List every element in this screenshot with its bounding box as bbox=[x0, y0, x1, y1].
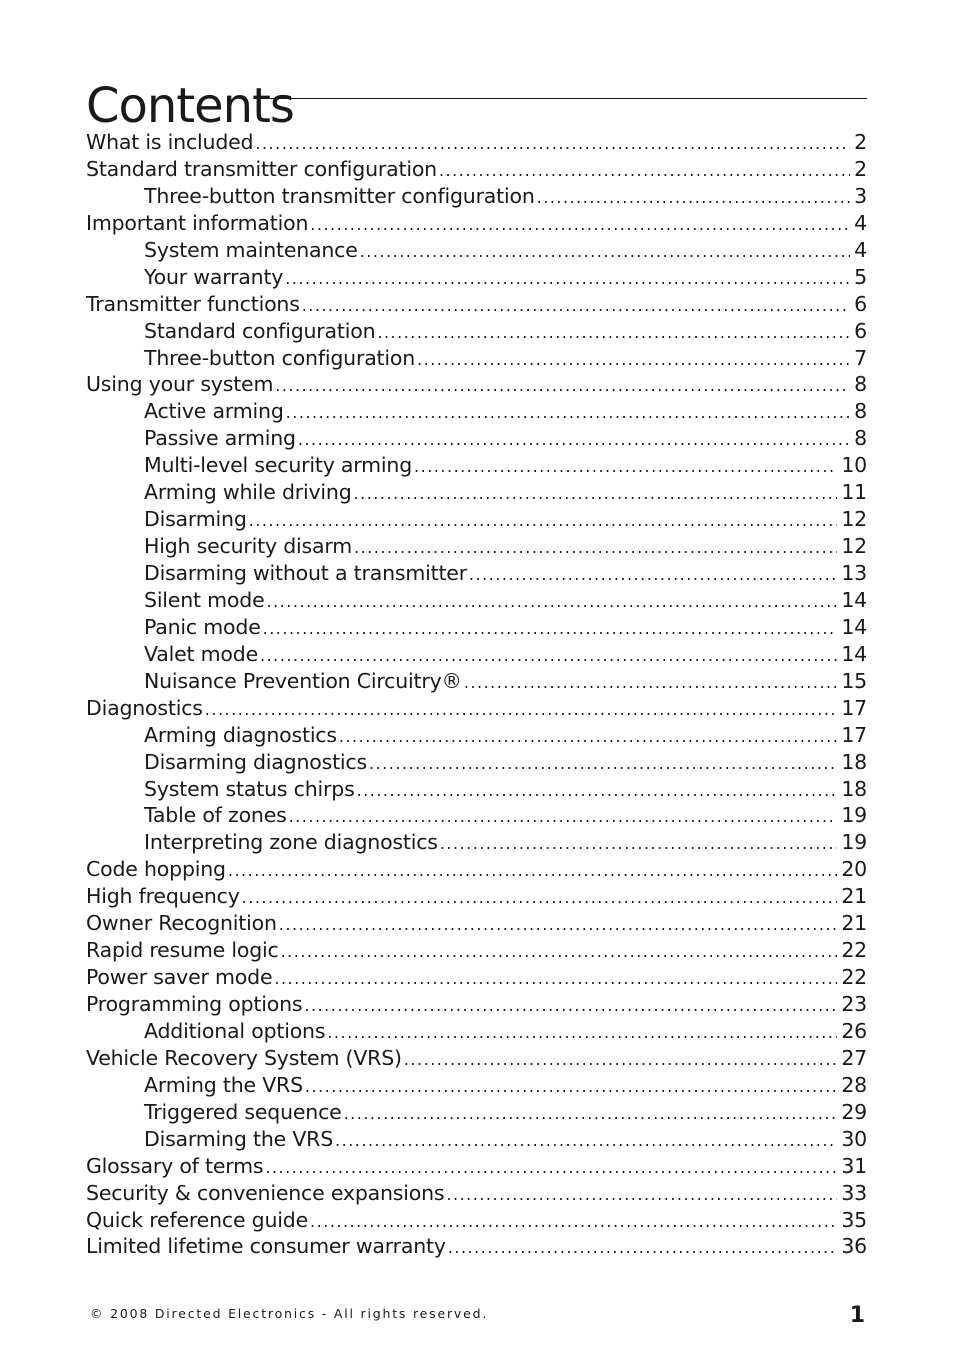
toc-entry[interactable] bbox=[86, 1154, 867, 1181]
toc-entry-page: 12 bbox=[841, 507, 867, 532]
toc-entry-page: 20 bbox=[841, 857, 867, 882]
dot-leader bbox=[305, 1077, 837, 1096]
dot-leader bbox=[279, 915, 838, 934]
toc-entry[interactable] bbox=[86, 265, 867, 292]
toc-entry-page: 18 bbox=[841, 749, 867, 774]
toc-entry-label: What is included bbox=[86, 130, 254, 154]
toc-entry-page: 30 bbox=[841, 1126, 867, 1151]
toc-entry-page: 6 bbox=[854, 291, 867, 316]
toc-entry-label: Programming options bbox=[86, 992, 303, 1016]
toc-entry[interactable] bbox=[86, 319, 867, 346]
toc-entry-label: Arming diagnostics bbox=[144, 722, 337, 747]
toc-entry[interactable] bbox=[86, 426, 867, 453]
toc-entry-page: 10 bbox=[841, 453, 867, 478]
dot-leader bbox=[260, 646, 837, 665]
toc-entry-page: 8 bbox=[854, 399, 867, 424]
dot-leader bbox=[446, 1185, 837, 1204]
dot-leader bbox=[464, 673, 837, 692]
toc-entry[interactable] bbox=[86, 372, 867, 399]
toc-entry-page: 18 bbox=[841, 776, 867, 801]
toc-entry[interactable] bbox=[86, 884, 867, 911]
dot-leader bbox=[310, 215, 850, 234]
toc-entry-label: Valet mode bbox=[144, 641, 258, 666]
toc-entry[interactable] bbox=[86, 130, 867, 157]
toc-entry-label: Owner Recognition bbox=[86, 911, 277, 936]
toc-entry-label: Three-button transmitter configuration bbox=[144, 183, 535, 208]
toc-entry-page: 3 bbox=[854, 183, 867, 208]
toc-entry-label: Interpreting zone diagnostics bbox=[144, 830, 438, 855]
toc-entry-label: Arming the VRS bbox=[144, 1072, 303, 1097]
toc-entry-page: 12 bbox=[841, 534, 867, 559]
toc-entry[interactable] bbox=[86, 669, 867, 696]
dot-leader bbox=[327, 1023, 837, 1042]
toc-entry-label: Arming while driving bbox=[144, 480, 352, 505]
toc-entry-label: High frequency bbox=[86, 884, 240, 909]
toc-entry[interactable] bbox=[86, 588, 867, 615]
toc-entry[interactable] bbox=[86, 507, 867, 534]
toc-entry[interactable] bbox=[86, 642, 867, 669]
toc-entry-page: 22 bbox=[841, 965, 867, 990]
toc-entry-label: System maintenance bbox=[144, 237, 358, 262]
toc-entry[interactable] bbox=[86, 1073, 867, 1100]
dot-leader bbox=[242, 888, 838, 907]
toc-entry-label: Transmitter functions bbox=[86, 291, 300, 316]
dot-leader bbox=[267, 592, 838, 611]
toc-entry-page: 17 bbox=[841, 695, 867, 720]
toc-entry-page: 33 bbox=[841, 1180, 867, 1205]
toc-entry-page: 17 bbox=[841, 722, 867, 747]
toc-entry[interactable] bbox=[86, 1019, 867, 1046]
page-title: Contents bbox=[86, 78, 294, 135]
toc-entry[interactable] bbox=[86, 777, 867, 804]
toc-entry-page: 11 bbox=[841, 480, 867, 505]
copyright-notice: © 2008 Directed Electronics - All rights reserved. bbox=[90, 1306, 489, 1321]
dot-leader bbox=[302, 296, 850, 315]
toc-entry-label: Using your system bbox=[86, 372, 274, 397]
toc-entry[interactable] bbox=[86, 857, 867, 884]
toc-entry[interactable] bbox=[86, 911, 867, 938]
dot-leader bbox=[255, 134, 850, 153]
toc-entry[interactable] bbox=[86, 992, 867, 1019]
title-underline bbox=[270, 98, 867, 99]
toc-entry[interactable] bbox=[86, 696, 867, 723]
toc-entry[interactable] bbox=[86, 399, 867, 426]
toc-entry[interactable] bbox=[86, 346, 867, 373]
dot-leader bbox=[335, 1131, 837, 1150]
toc-entry[interactable] bbox=[86, 292, 867, 319]
dot-leader bbox=[286, 403, 851, 422]
toc-entry[interactable] bbox=[86, 1234, 867, 1261]
toc-entry-label: Important information bbox=[86, 210, 309, 235]
dot-leader bbox=[298, 430, 850, 449]
toc-entry[interactable] bbox=[86, 803, 867, 830]
dot-leader bbox=[263, 619, 838, 638]
toc-entry-page: 23 bbox=[841, 992, 867, 1016]
dot-leader bbox=[357, 781, 838, 800]
page-number: 1 bbox=[849, 1303, 865, 1328]
dot-leader bbox=[205, 700, 838, 719]
dot-leader bbox=[404, 1050, 837, 1069]
toc-entry-label: Your warranty bbox=[144, 264, 284, 289]
toc-entry[interactable] bbox=[86, 1127, 867, 1154]
toc-entry[interactable] bbox=[86, 723, 867, 750]
table-of-contents bbox=[86, 130, 867, 1261]
toc-entry-label: Table of zones bbox=[144, 803, 287, 828]
toc-entry-label: Disarming bbox=[144, 507, 247, 532]
dot-leader bbox=[274, 969, 837, 988]
dot-leader bbox=[265, 1158, 837, 1177]
toc-entry-label: Glossary of terms bbox=[86, 1153, 264, 1178]
toc-entry-page: 2 bbox=[854, 130, 867, 154]
toc-entry-page: 14 bbox=[841, 614, 867, 639]
toc-entry[interactable] bbox=[86, 615, 867, 642]
toc-entry-label: Triggered sequence bbox=[144, 1099, 342, 1124]
toc-entry[interactable] bbox=[86, 157, 867, 184]
toc-entry-label: Rapid resume logic bbox=[86, 938, 279, 963]
toc-entry-label: Disarming the VRS bbox=[144, 1126, 334, 1151]
dot-leader bbox=[249, 511, 838, 530]
dot-leader bbox=[537, 188, 851, 207]
toc-entry[interactable] bbox=[86, 750, 867, 777]
toc-entry-label: High security disarm bbox=[144, 534, 352, 559]
toc-entry-label: Diagnostics bbox=[86, 695, 203, 720]
toc-entry-label: Multi-level security arming bbox=[144, 453, 413, 478]
dot-leader bbox=[469, 565, 837, 584]
dot-leader bbox=[281, 942, 838, 961]
toc-entry-page: 21 bbox=[841, 911, 867, 936]
toc-entry-page: 7 bbox=[854, 345, 867, 370]
dot-leader bbox=[304, 996, 837, 1015]
toc-entry-page: 19 bbox=[841, 803, 867, 828]
toc-entry-label: Three-button configuration bbox=[144, 345, 416, 370]
toc-entry-page: 36 bbox=[841, 1234, 867, 1259]
toc-entry-page: 26 bbox=[841, 1018, 867, 1043]
toc-entry[interactable] bbox=[86, 561, 867, 588]
toc-entry-page: 28 bbox=[841, 1072, 867, 1097]
toc-entry-page: 2 bbox=[854, 156, 867, 181]
toc-entry-page: 14 bbox=[841, 641, 867, 666]
toc-entry-page: 27 bbox=[841, 1045, 867, 1070]
toc-entry[interactable] bbox=[86, 453, 867, 480]
toc-entry[interactable] bbox=[86, 938, 867, 965]
toc-entry-page: 8 bbox=[854, 372, 867, 397]
toc-entry-label: Additional options bbox=[144, 1018, 326, 1043]
dot-leader bbox=[275, 376, 850, 395]
toc-entry[interactable] bbox=[86, 1181, 867, 1208]
toc-entry[interactable] bbox=[86, 1100, 867, 1127]
dot-leader bbox=[369, 754, 837, 773]
dot-leader bbox=[360, 242, 850, 261]
dot-leader bbox=[354, 484, 838, 503]
toc-entry[interactable] bbox=[86, 238, 867, 265]
toc-entry-label: Limited lifetime consumer warranty bbox=[86, 1234, 446, 1259]
toc-entry-page: 31 bbox=[841, 1153, 867, 1178]
toc-entry[interactable] bbox=[86, 534, 867, 561]
toc-entry-label: Panic mode bbox=[144, 614, 261, 639]
toc-entry-label: Disarming diagnostics bbox=[144, 749, 367, 774]
toc-entry-page: 19 bbox=[841, 830, 867, 855]
toc-entry-page: 14 bbox=[841, 587, 867, 612]
toc-entry-label: Power saver mode bbox=[86, 965, 273, 990]
dot-leader bbox=[354, 538, 837, 557]
dot-leader bbox=[228, 861, 837, 880]
dot-leader bbox=[310, 1212, 837, 1231]
toc-entry-page: 15 bbox=[841, 668, 867, 693]
dot-leader bbox=[439, 161, 850, 180]
dot-leader bbox=[448, 1238, 838, 1257]
toc-entry-page: 13 bbox=[841, 561, 867, 585]
dot-leader bbox=[289, 807, 838, 826]
toc-entry-label: Standard transmitter configuration bbox=[86, 156, 437, 181]
toc-entry-page: 29 bbox=[841, 1099, 867, 1124]
dot-leader bbox=[344, 1104, 838, 1123]
toc-entry-page: 5 bbox=[854, 264, 867, 289]
toc-entry-label: Vehicle Recovery System (VRS) bbox=[86, 1045, 402, 1070]
toc-entry-page: 35 bbox=[841, 1207, 867, 1232]
dot-leader bbox=[414, 457, 837, 476]
toc-entry-label: System status chirps bbox=[144, 776, 355, 801]
toc-entry[interactable] bbox=[86, 184, 867, 211]
toc-entry-label: Disarming without a transmitter bbox=[144, 561, 467, 585]
toc-entry-label: Silent mode bbox=[144, 587, 265, 612]
toc-entry-label: Code hopping bbox=[86, 857, 226, 882]
toc-entry-page: 6 bbox=[854, 318, 867, 343]
toc-entry[interactable] bbox=[86, 965, 867, 992]
toc-entry-page: 21 bbox=[841, 884, 867, 909]
toc-entry[interactable] bbox=[86, 1046, 867, 1073]
toc-entry-label: Standard configuration bbox=[144, 318, 376, 343]
toc-entry[interactable] bbox=[86, 830, 867, 857]
toc-entry[interactable] bbox=[86, 480, 867, 507]
toc-entry-page: 4 bbox=[854, 210, 867, 235]
dot-leader bbox=[339, 727, 837, 746]
toc-entry-label: Active arming bbox=[144, 399, 284, 424]
toc-entry-page: 4 bbox=[854, 237, 867, 262]
toc-entry-label: Security & convenience expansions bbox=[86, 1180, 445, 1205]
dot-leader bbox=[285, 269, 850, 288]
toc-entry[interactable] bbox=[86, 1208, 867, 1235]
dot-leader bbox=[417, 350, 850, 369]
dot-leader bbox=[440, 834, 838, 853]
dot-leader bbox=[377, 323, 850, 342]
toc-entry-label: Nuisance Prevention Circuitry® bbox=[144, 668, 462, 693]
toc-entry-page: 22 bbox=[841, 938, 867, 963]
toc-entry[interactable] bbox=[86, 211, 867, 238]
toc-entry-label: Passive arming bbox=[144, 426, 296, 451]
toc-entry-label: Quick reference guide bbox=[86, 1207, 309, 1232]
toc-entry-page: 8 bbox=[854, 426, 867, 451]
